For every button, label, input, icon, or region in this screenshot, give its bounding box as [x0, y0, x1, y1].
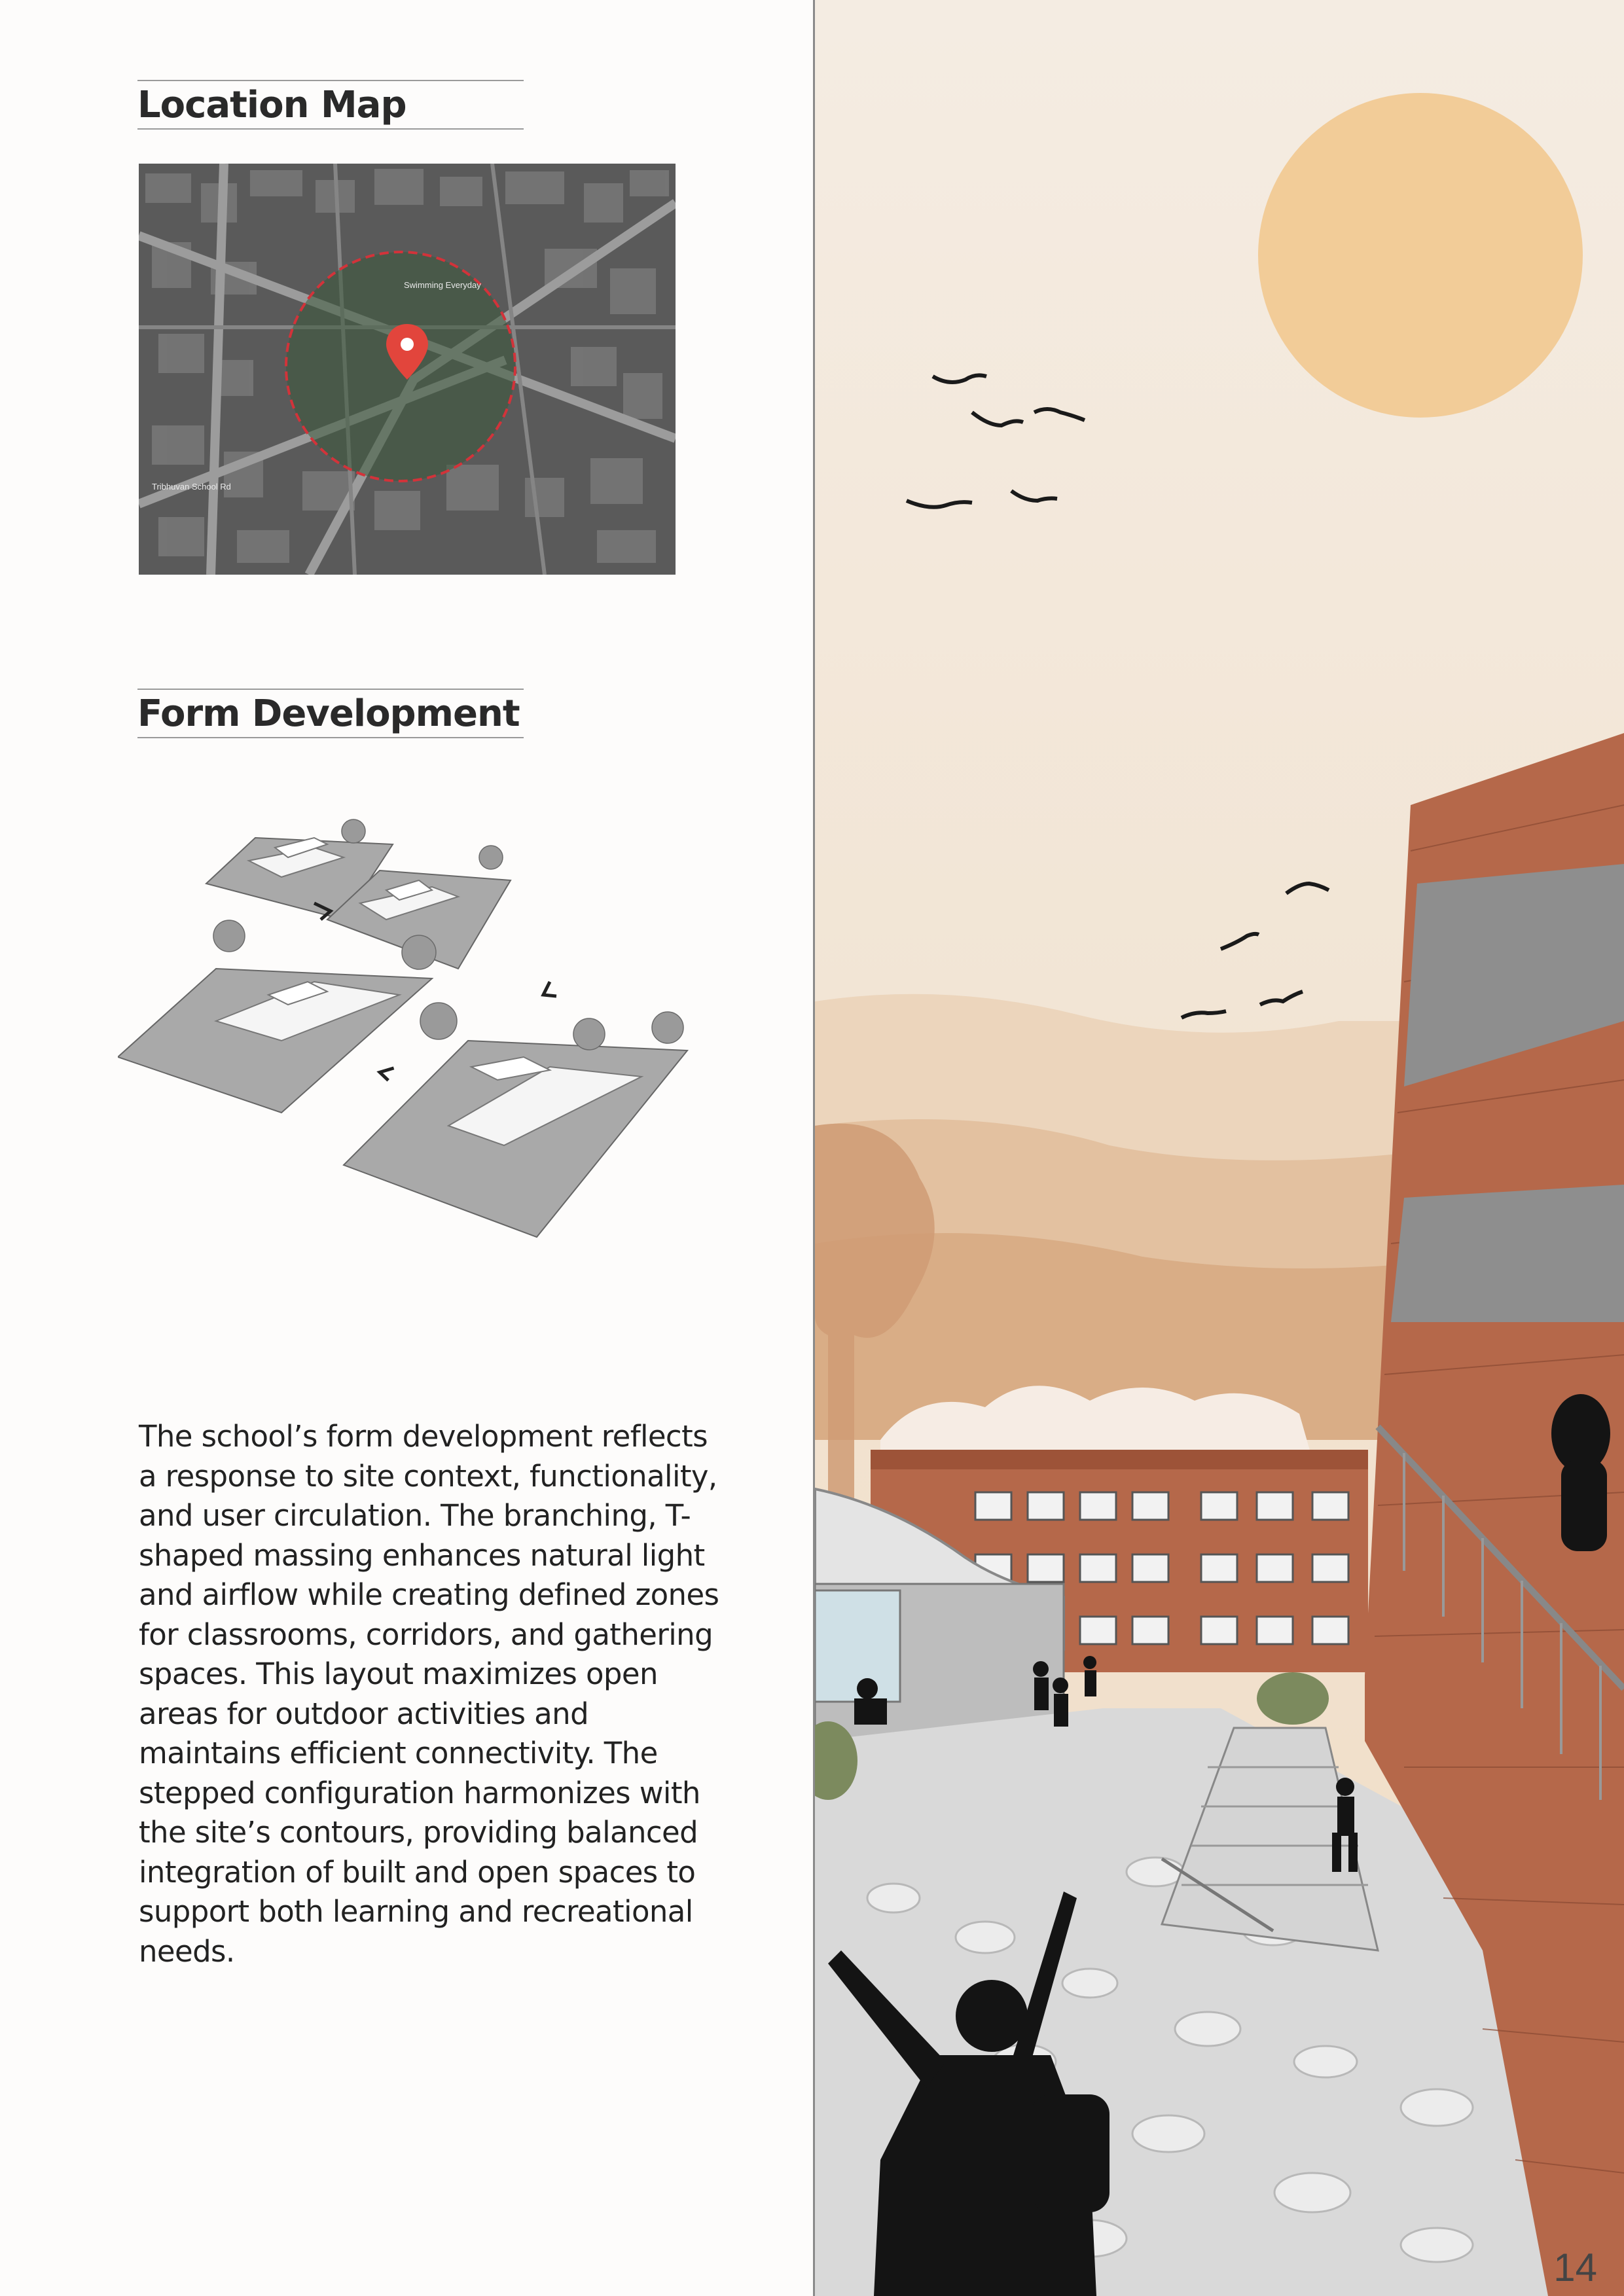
form-development-heading: Form Development	[137, 689, 524, 738]
page-number: 14	[1553, 2246, 1597, 2289]
school-courtyard-render	[815, 0, 1624, 2296]
location-map-image	[139, 164, 676, 575]
map-label-swimming: Swimming Everyday	[404, 280, 481, 290]
form-development-diagram	[118, 805, 707, 1250]
form-development-description: The school’s form development reflects a response to site context, functionality, and user circulation. The branching, T-shaped massing enhances natural light and airflow while creating defined zones for classrooms, corridors, and gathering spaces. This layout maximizes open areas for outdoor activities and maintains efficient connectivity. The stepped configuration harmonizes with the site’s contours, providing balanced integration of built and open spaces to support both learning and recreational needs.	[139, 1419, 719, 1969]
perspective-illustration	[815, 0, 1624, 2296]
location-map-heading: Location Map	[137, 80, 524, 130]
map-label-school-road: Tribhuvan School Rd	[152, 482, 231, 492]
sun-shape	[1258, 93, 1583, 418]
